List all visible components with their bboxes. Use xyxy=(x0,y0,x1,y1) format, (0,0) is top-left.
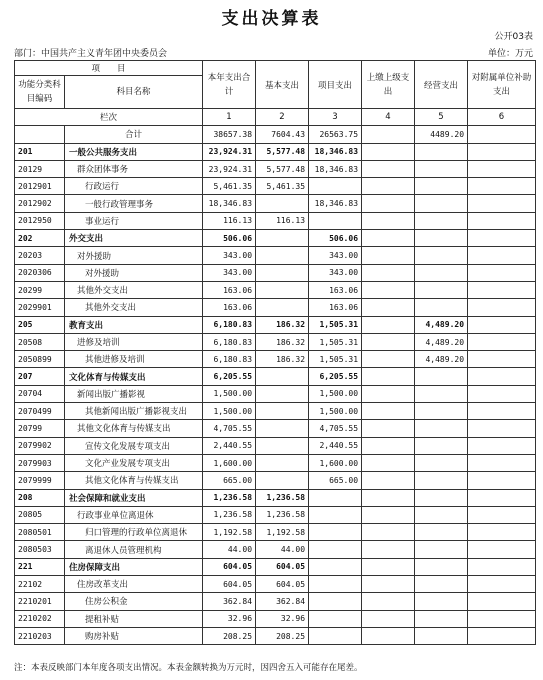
business-cell xyxy=(415,195,468,212)
column-number: 5 xyxy=(415,109,468,126)
table-row xyxy=(15,230,536,247)
header-name: 科目名称 xyxy=(65,76,203,109)
table-row xyxy=(15,420,536,437)
business-cell xyxy=(415,281,468,298)
business-cell xyxy=(415,299,468,316)
upper-cell xyxy=(362,420,415,437)
subject-name: 新闻出版广播影视 xyxy=(65,385,203,402)
upper-cell xyxy=(362,351,415,368)
subject-name: 提租补贴 xyxy=(65,610,203,627)
subject-code: 20299 xyxy=(15,281,65,298)
project-cell xyxy=(309,593,362,610)
table-row xyxy=(15,576,536,593)
total-cell: 163.06 xyxy=(203,299,256,316)
upper-cell xyxy=(362,247,415,264)
basic-cell xyxy=(256,420,309,437)
subject-name: 一般行政管理事务 xyxy=(65,195,203,212)
table-body xyxy=(15,126,536,645)
subject-code: 20805 xyxy=(15,506,65,523)
project-cell: 18,346.83 xyxy=(309,143,362,160)
subject-name: 教育支出 xyxy=(65,316,203,333)
column-number: 2 xyxy=(256,109,309,126)
total-cell: 163.06 xyxy=(203,281,256,298)
business-cell xyxy=(415,472,468,489)
header-total: 本年支出合计 xyxy=(203,61,256,109)
subject-code xyxy=(15,126,65,143)
basic-cell: 32.96 xyxy=(256,610,309,627)
project-cell: 26563.75 xyxy=(309,126,362,143)
upper-cell xyxy=(362,230,415,247)
table-row xyxy=(15,264,536,281)
business-cell xyxy=(415,403,468,420)
subject-code: 20203 xyxy=(15,247,65,264)
upper-cell xyxy=(362,454,415,471)
table-row xyxy=(15,299,536,316)
subject-code: 22102 xyxy=(15,576,65,593)
subject-name: 事业运行 xyxy=(65,212,203,229)
subject-name: 对外援助 xyxy=(65,247,203,264)
business-cell xyxy=(415,368,468,385)
subsidy-cell xyxy=(468,126,536,143)
basic-cell xyxy=(256,385,309,402)
subsidy-cell xyxy=(468,472,536,489)
total-cell: 2,440.55 xyxy=(203,437,256,454)
header-item: 项 目 xyxy=(15,61,203,76)
basic-cell xyxy=(256,281,309,298)
subject-name: 外交支出 xyxy=(65,230,203,247)
project-cell: 163.06 xyxy=(309,299,362,316)
subject-code: 2080501 xyxy=(15,524,65,541)
subsidy-cell xyxy=(468,281,536,298)
total-cell: 5,461.35 xyxy=(203,178,256,195)
table-row xyxy=(15,351,536,368)
upper-cell xyxy=(362,368,415,385)
subject-code: 2210203 xyxy=(15,627,65,644)
subject-name: 其他文化体育与传媒支出 xyxy=(65,472,203,489)
total-cell: 6,180.83 xyxy=(203,351,256,368)
basic-cell: 44.00 xyxy=(256,541,309,558)
subsidy-cell xyxy=(468,576,536,593)
column-label: 栏次 xyxy=(15,109,203,126)
upper-cell xyxy=(362,576,415,593)
upper-cell xyxy=(362,143,415,160)
basic-cell: 186.32 xyxy=(256,333,309,350)
project-cell: 1,505.31 xyxy=(309,333,362,350)
upper-cell xyxy=(362,385,415,402)
subject-code: 208 xyxy=(15,489,65,506)
business-cell xyxy=(415,506,468,523)
business-cell xyxy=(415,524,468,541)
subject-code: 20129 xyxy=(15,160,65,177)
table-row xyxy=(15,316,536,333)
subject-code: 2012902 xyxy=(15,195,65,212)
header-project: 项目支出 xyxy=(309,61,362,109)
project-cell: 4,705.55 xyxy=(309,420,362,437)
upper-cell xyxy=(362,558,415,575)
basic-cell: 186.32 xyxy=(256,351,309,368)
total-cell: 343.00 xyxy=(203,247,256,264)
total-row xyxy=(15,126,536,143)
upper-cell xyxy=(362,472,415,489)
table-row xyxy=(15,489,536,506)
total-cell: 18,346.83 xyxy=(203,195,256,212)
subsidy-cell xyxy=(468,454,536,471)
subsidy-cell xyxy=(468,316,536,333)
business-cell xyxy=(415,610,468,627)
subject-name: 其他进修及培训 xyxy=(65,351,203,368)
subject-code: 2210202 xyxy=(15,610,65,627)
total-cell: 6,205.55 xyxy=(203,368,256,385)
table-row xyxy=(15,160,536,177)
total-cell: 362.84 xyxy=(203,593,256,610)
subsidy-cell xyxy=(468,143,536,160)
table-row xyxy=(15,385,536,402)
subsidy-cell xyxy=(468,178,536,195)
table-row xyxy=(15,212,536,229)
subsidy-cell xyxy=(468,627,536,644)
table-row xyxy=(15,524,536,541)
project-cell: 1,505.31 xyxy=(309,316,362,333)
subsidy-cell xyxy=(468,541,536,558)
upper-cell xyxy=(362,506,415,523)
project-cell xyxy=(309,489,362,506)
subject-code: 2020306 xyxy=(15,264,65,281)
total-cell: 604.05 xyxy=(203,558,256,575)
subject-name: 购房补贴 xyxy=(65,627,203,644)
total-cell: 1,236.58 xyxy=(203,489,256,506)
subject-code: 207 xyxy=(15,368,65,385)
page-title: 支出决算表 xyxy=(221,9,322,29)
subject-name: 文化产业发展专项支出 xyxy=(65,454,203,471)
project-cell: 343.00 xyxy=(309,264,362,281)
project-cell: 6,205.55 xyxy=(309,368,362,385)
table-row xyxy=(15,178,536,195)
upper-cell xyxy=(362,316,415,333)
subsidy-cell xyxy=(468,558,536,575)
project-cell xyxy=(309,627,362,644)
table-row xyxy=(15,247,536,264)
business-cell xyxy=(415,541,468,558)
subsidy-cell xyxy=(468,160,536,177)
basic-cell: 5,461.35 xyxy=(256,178,309,195)
header-upper: 上缴上级支出 xyxy=(362,61,415,109)
basic-cell xyxy=(256,247,309,264)
project-cell: 1,505.31 xyxy=(309,351,362,368)
subject-code: 2050899 xyxy=(15,351,65,368)
subject-name: 合计 xyxy=(65,126,203,143)
total-cell: 38657.38 xyxy=(203,126,256,143)
basic-cell: 116.13 xyxy=(256,212,309,229)
project-cell xyxy=(309,506,362,523)
project-cell: 2,440.55 xyxy=(309,437,362,454)
subject-code: 202 xyxy=(15,230,65,247)
subject-code: 2029901 xyxy=(15,299,65,316)
upper-cell xyxy=(362,195,415,212)
project-cell: 163.06 xyxy=(309,281,362,298)
total-cell: 6,180.83 xyxy=(203,333,256,350)
subject-name: 其他新闻出版广播影视支出 xyxy=(65,403,203,420)
total-cell: 1,500.00 xyxy=(203,385,256,402)
subject-name: 社会保障和就业支出 xyxy=(65,489,203,506)
business-cell xyxy=(415,143,468,160)
basic-cell: 7604.43 xyxy=(256,126,309,143)
subject-code: 2079999 xyxy=(15,472,65,489)
project-cell: 665.00 xyxy=(309,472,362,489)
basic-cell: 1,236.58 xyxy=(256,506,309,523)
basic-cell xyxy=(256,472,309,489)
table-row xyxy=(15,195,536,212)
subject-name: 其他文化体育与传媒支出 xyxy=(65,420,203,437)
subject-name: 文化体育与传媒支出 xyxy=(65,368,203,385)
upper-cell xyxy=(362,299,415,316)
table-row xyxy=(15,541,536,558)
subject-code: 205 xyxy=(15,316,65,333)
subject-name: 其他外交支出 xyxy=(65,299,203,316)
total-cell: 604.05 xyxy=(203,576,256,593)
basic-cell: 208.25 xyxy=(256,627,309,644)
subsidy-cell xyxy=(468,351,536,368)
table-row xyxy=(15,437,536,454)
project-cell xyxy=(309,524,362,541)
business-cell xyxy=(415,558,468,575)
total-cell: 44.00 xyxy=(203,541,256,558)
upper-cell xyxy=(362,627,415,644)
total-cell: 1,600.00 xyxy=(203,454,256,471)
total-cell: 343.00 xyxy=(203,264,256,281)
subject-name: 群众团体事务 xyxy=(65,160,203,177)
project-cell xyxy=(309,610,362,627)
project-cell xyxy=(309,178,362,195)
subsidy-cell xyxy=(468,299,536,316)
basic-cell xyxy=(256,454,309,471)
subject-code: 2079902 xyxy=(15,437,65,454)
subject-code: 2012950 xyxy=(15,212,65,229)
header-basic: 基本支出 xyxy=(256,61,309,109)
column-number: 6 xyxy=(468,109,536,126)
upper-cell xyxy=(362,593,415,610)
subject-name: 离退休人员管理机构 xyxy=(65,541,203,558)
header-code: 功能分类科目编码 xyxy=(15,76,65,109)
column-number: 3 xyxy=(309,109,362,126)
project-cell xyxy=(309,541,362,558)
table-row xyxy=(15,403,536,420)
table-row xyxy=(15,610,536,627)
business-cell: 4,489.20 xyxy=(415,316,468,333)
table-row xyxy=(15,368,536,385)
project-cell: 343.00 xyxy=(309,247,362,264)
expenditure-table xyxy=(14,60,536,645)
basic-cell: 1,236.58 xyxy=(256,489,309,506)
basic-cell xyxy=(256,230,309,247)
subject-code: 2210201 xyxy=(15,593,65,610)
table-row xyxy=(15,558,536,575)
total-cell: 665.00 xyxy=(203,472,256,489)
total-cell: 116.13 xyxy=(203,212,256,229)
business-cell xyxy=(415,437,468,454)
total-cell: 4,705.55 xyxy=(203,420,256,437)
subject-name: 宣传文化发展专项支出 xyxy=(65,437,203,454)
subject-code: 2012901 xyxy=(15,178,65,195)
upper-cell xyxy=(362,126,415,143)
project-cell: 18,346.83 xyxy=(309,195,362,212)
subsidy-cell xyxy=(468,593,536,610)
subsidy-cell xyxy=(468,420,536,437)
total-cell: 1,500.00 xyxy=(203,403,256,420)
upper-cell xyxy=(362,403,415,420)
total-cell: 32.96 xyxy=(203,610,256,627)
subsidy-cell xyxy=(468,368,536,385)
basic-cell: 362.84 xyxy=(256,593,309,610)
form-number: 公开03表 xyxy=(494,32,533,42)
project-cell: 506.06 xyxy=(309,230,362,247)
project-cell xyxy=(309,576,362,593)
project-cell xyxy=(309,558,362,575)
table-row xyxy=(15,143,536,160)
business-cell xyxy=(415,264,468,281)
table-row xyxy=(15,281,536,298)
subsidy-cell xyxy=(468,264,536,281)
business-cell xyxy=(415,489,468,506)
upper-cell xyxy=(362,264,415,281)
subject-name: 住房改革支出 xyxy=(65,576,203,593)
department-label: 部门：中国共产主义青年团中央委员会 xyxy=(14,49,168,59)
business-cell xyxy=(415,454,468,471)
subject-name: 其他外交支出 xyxy=(65,281,203,298)
upper-cell xyxy=(362,489,415,506)
project-cell: 18,346.83 xyxy=(309,160,362,177)
subsidy-cell xyxy=(468,333,536,350)
table-row xyxy=(15,506,536,523)
subject-name: 住房公积金 xyxy=(65,593,203,610)
header-business: 经营支出 xyxy=(415,61,468,109)
subsidy-cell xyxy=(468,385,536,402)
project-cell xyxy=(309,212,362,229)
business-cell xyxy=(415,576,468,593)
upper-cell xyxy=(362,333,415,350)
subsidy-cell xyxy=(468,195,536,212)
subject-code: 221 xyxy=(15,558,65,575)
business-cell xyxy=(415,230,468,247)
business-cell xyxy=(415,247,468,264)
business-cell xyxy=(415,593,468,610)
subject-name: 行政运行 xyxy=(65,178,203,195)
subsidy-cell xyxy=(468,610,536,627)
column-number: 1 xyxy=(203,109,256,126)
subject-code: 2079903 xyxy=(15,454,65,471)
basic-cell xyxy=(256,264,309,281)
total-cell: 6,180.83 xyxy=(203,316,256,333)
basic-cell xyxy=(256,403,309,420)
basic-cell: 5,577.48 xyxy=(256,160,309,177)
upper-cell xyxy=(362,610,415,627)
total-cell: 506.06 xyxy=(203,230,256,247)
project-cell: 1,600.00 xyxy=(309,454,362,471)
total-cell: 208.25 xyxy=(203,627,256,644)
upper-cell xyxy=(362,437,415,454)
basic-cell: 5,577.48 xyxy=(256,143,309,160)
footnote: 注：本表反映部门本年度各项支出情况。本表金额转换为万元时，因四舍五入可能存在尾差。 xyxy=(14,663,363,673)
basic-cell xyxy=(256,437,309,454)
subject-code: 201 xyxy=(15,143,65,160)
subject-name: 归口管理的行政单位离退休 xyxy=(65,524,203,541)
upper-cell xyxy=(362,212,415,229)
business-cell xyxy=(415,178,468,195)
subject-name: 行政事业单位离退休 xyxy=(65,506,203,523)
subject-code: 20704 xyxy=(15,385,65,402)
project-cell: 1,500.00 xyxy=(309,385,362,402)
unit-label: 单位：万元 xyxy=(487,49,533,59)
subsidy-cell xyxy=(468,437,536,454)
basic-cell: 1,192.58 xyxy=(256,524,309,541)
upper-cell xyxy=(362,160,415,177)
business-cell xyxy=(415,420,468,437)
basic-cell xyxy=(256,299,309,316)
project-cell: 1,500.00 xyxy=(309,403,362,420)
subsidy-cell xyxy=(468,524,536,541)
basic-cell: 604.05 xyxy=(256,576,309,593)
table-row xyxy=(15,472,536,489)
subject-code: 20799 xyxy=(15,420,65,437)
subject-name: 进修及培训 xyxy=(65,333,203,350)
subject-name: 一般公共服务支出 xyxy=(65,143,203,160)
basic-cell: 604.05 xyxy=(256,558,309,575)
subsidy-cell xyxy=(468,247,536,264)
table-row xyxy=(15,333,536,350)
basic-cell xyxy=(256,368,309,385)
business-cell: 4489.20 xyxy=(415,126,468,143)
business-cell xyxy=(415,212,468,229)
business-cell: 4,489.20 xyxy=(415,351,468,368)
subsidy-cell xyxy=(468,212,536,229)
business-cell xyxy=(415,160,468,177)
subsidy-cell xyxy=(468,230,536,247)
subject-code: 2080503 xyxy=(15,541,65,558)
subsidy-cell xyxy=(468,489,536,506)
upper-cell xyxy=(362,281,415,298)
subject-name: 对外援助 xyxy=(65,264,203,281)
total-cell: 23,924.31 xyxy=(203,160,256,177)
basic-cell: 186.32 xyxy=(256,316,309,333)
business-cell xyxy=(415,627,468,644)
subject-name: 住房保障支出 xyxy=(65,558,203,575)
header-subsidy: 对附属单位补助支出 xyxy=(468,61,536,109)
subsidy-cell xyxy=(468,506,536,523)
business-cell xyxy=(415,385,468,402)
column-number: 4 xyxy=(362,109,415,126)
upper-cell xyxy=(362,178,415,195)
upper-cell xyxy=(362,541,415,558)
total-cell: 1,236.58 xyxy=(203,506,256,523)
subject-code: 20508 xyxy=(15,333,65,350)
subject-code: 2070499 xyxy=(15,403,65,420)
total-cell: 1,192.58 xyxy=(203,524,256,541)
table-row xyxy=(15,627,536,644)
upper-cell xyxy=(362,524,415,541)
table-row xyxy=(15,593,536,610)
basic-cell xyxy=(256,195,309,212)
subsidy-cell xyxy=(468,403,536,420)
business-cell: 4,489.20 xyxy=(415,333,468,350)
table-row xyxy=(15,454,536,471)
total-cell: 23,924.31 xyxy=(203,143,256,160)
